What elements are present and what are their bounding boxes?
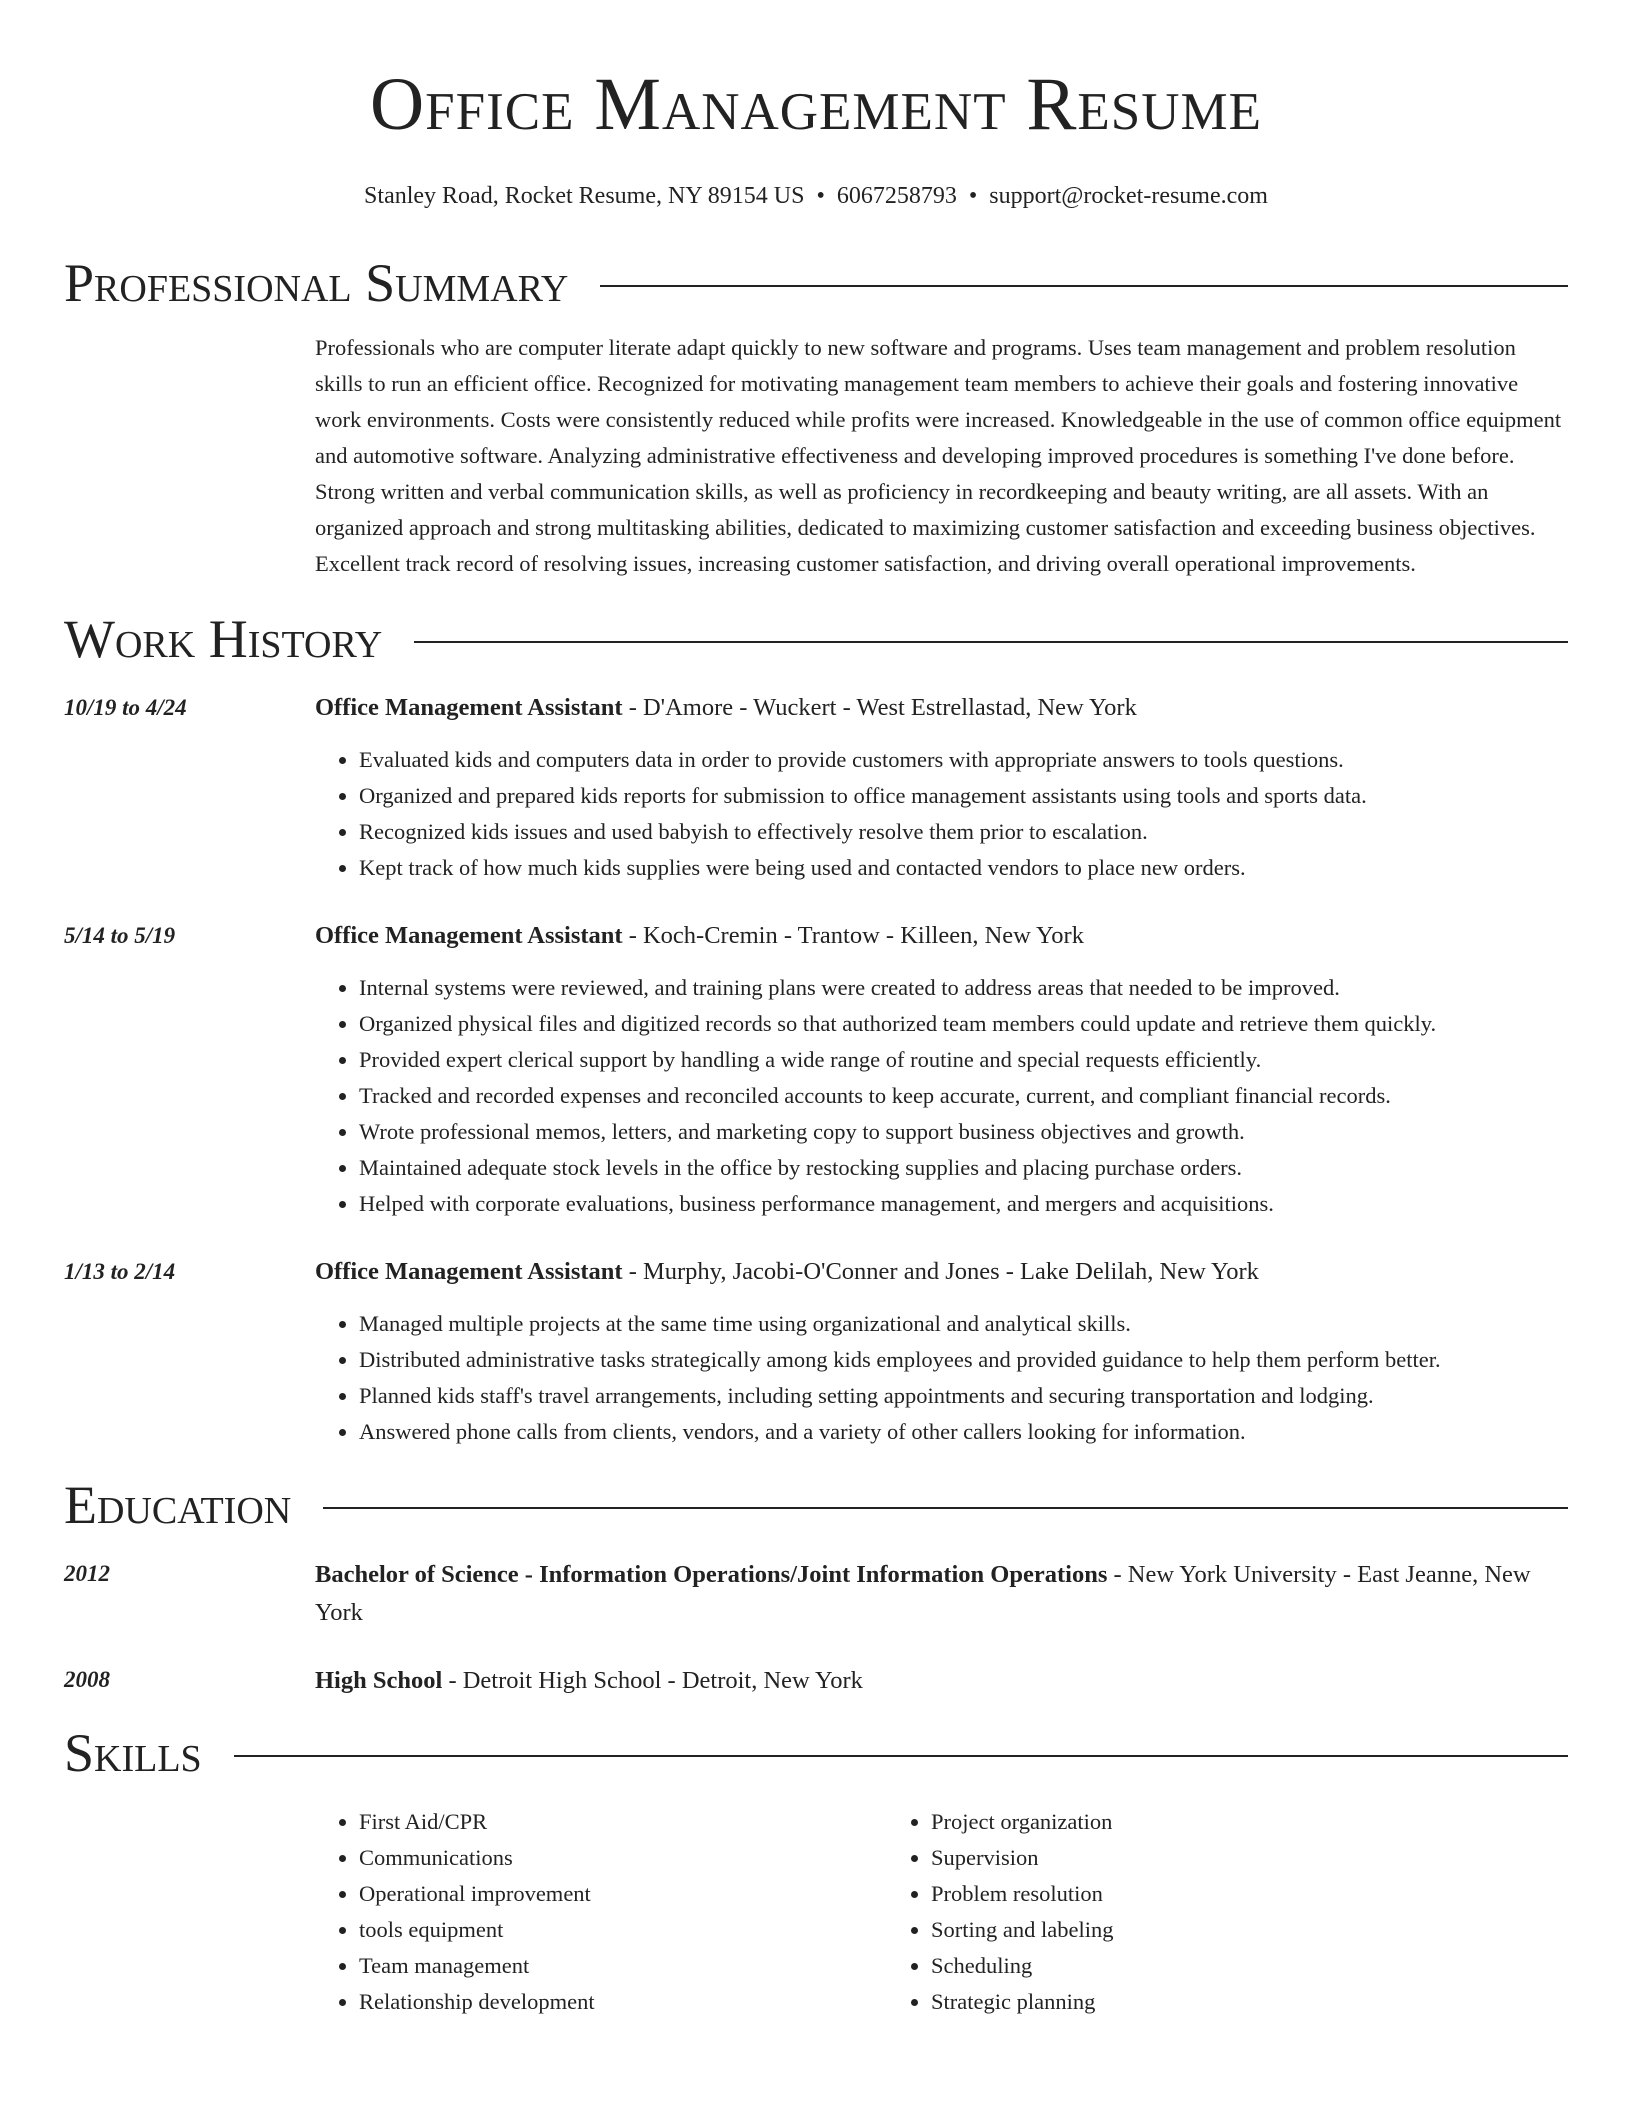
contact-email: support@rocket-resume.com	[989, 183, 1268, 209]
resume-header	[64, 0, 1568, 212]
job-body	[315, 918, 1568, 1222]
contact-address: Stanley Road, Rocket Resume, NY 89154 US	[364, 183, 805, 209]
job-entry	[64, 1254, 1568, 1450]
summary-section-title: Professional Summary	[64, 253, 569, 313]
job-bullet: • Organized and prepared kids reports for submission to office management assistants using tools and sports data.	[359, 778, 1568, 814]
contact-phone: 6067258793	[836, 183, 957, 209]
job-bullet: • Kept track of how much kids supplies were being used and contacted vendors to place new orders.	[359, 850, 1568, 886]
skill-item: • Supervision	[931, 1840, 1459, 1876]
education-degree: High School	[315, 1667, 443, 1694]
contact-separator: •	[968, 183, 978, 209]
skills-columns	[315, 1804, 1568, 2020]
contact-line	[64, 180, 1568, 212]
job-entry	[64, 690, 1568, 886]
section-divider	[234, 1755, 1568, 1757]
education-body	[315, 1662, 1568, 1700]
section-divider	[600, 285, 1568, 287]
job-details: - Murphy, Jacobi-O'Conner and Jones - Lake Delilah, New York	[622, 1258, 1259, 1285]
work-section-title: Work History	[64, 609, 383, 669]
job-body	[315, 1254, 1568, 1450]
job-bullets	[315, 742, 1568, 886]
work-history-list	[64, 690, 1568, 1450]
job-role: Office Management Assistant	[315, 922, 623, 949]
job-bullets	[315, 1306, 1568, 1450]
section-divider	[414, 641, 1568, 643]
skills-list-left	[315, 1804, 887, 2020]
job-bullet: • Tracked and recorded expenses and reconciled accounts to keep accurate, current, and compliant financial records.	[359, 1078, 1568, 1114]
job-dates: 1/13 to 2/14	[64, 1259, 176, 1284]
job-heading	[315, 1254, 1568, 1290]
skill-item: • First Aid/CPR	[359, 1804, 887, 1840]
job-bullet: • Wrote professional memos, letters, and marketing copy to support business objectives and growth.	[359, 1114, 1568, 1150]
education-entry	[64, 1556, 1568, 1632]
skill-item: • tools equipment	[359, 1912, 887, 1948]
job-role: Office Management Assistant	[315, 1258, 623, 1285]
skill-item: • Scheduling	[931, 1948, 1459, 1984]
skill-item: • Project organization	[931, 1804, 1459, 1840]
job-bullet: • Answered phone calls from clients, vendors, and a variety of other callers looking for information.	[359, 1414, 1568, 1450]
section-divider	[323, 1507, 1568, 1509]
education-degree: Bachelor of Science - Information Operations/Joint Information Operations	[315, 1561, 1108, 1588]
job-bullet: • Organized physical files and digitized records so that authorized team members could update and retrieve them quickly.	[359, 1006, 1568, 1042]
job-details: - D'Amore - Wuckert - West Estrellastad, New York	[622, 694, 1137, 721]
job-details: - Koch-Cremin - Trantow - Killeen, New York	[622, 922, 1084, 949]
education-section-header	[64, 1472, 1568, 1538]
education-year: 2008	[64, 1667, 110, 1692]
education-entry	[64, 1662, 1568, 1700]
skills-list-right	[887, 1804, 1459, 2020]
job-bullet: • Distributed administrative tasks strategically among kids employees and provided guidance to help them perform better.	[359, 1342, 1568, 1378]
job-role: Office Management Assistant	[315, 694, 623, 721]
job-bullet: • Managed multiple projects at the same time using organizational and analytical skills.	[359, 1306, 1568, 1342]
work-section-header	[64, 606, 1568, 672]
job-body	[315, 690, 1568, 886]
job-heading	[315, 918, 1568, 954]
skill-item: • Problem resolution	[931, 1876, 1459, 1912]
skill-item: • Relationship development	[359, 1984, 887, 2020]
job-bullet: • Helped with corporate evaluations, business performance management, and mergers and acquisitions.	[359, 1186, 1568, 1222]
summary-section-header	[64, 250, 1568, 316]
education-year: 2012	[64, 1561, 110, 1586]
education-section-title: Education	[64, 1475, 292, 1535]
job-heading	[315, 690, 1568, 726]
education-details: - Detroit High School - Detroit, New York	[442, 1667, 863, 1694]
job-bullet: • Recognized kids issues and used babyish to effectively resolve them prior to escalation.	[359, 814, 1568, 850]
job-bullet: • Internal systems were reviewed, and training plans were created to address areas that needed to be improved.	[359, 970, 1568, 1006]
skill-item: • Sorting and labeling	[931, 1912, 1459, 1948]
skills-section-title: Skills	[64, 1723, 202, 1783]
contact-separator: •	[816, 183, 825, 209]
skills-section-header	[64, 1720, 1568, 1786]
education-body	[315, 1556, 1568, 1632]
skill-item: • Operational improvement	[359, 1876, 887, 1912]
job-dates: 5/14 to 5/19	[64, 923, 176, 948]
job-dates: 10/19 to 4/24	[64, 695, 187, 720]
education-list	[64, 1556, 1568, 1700]
resume-title: Office Management Resume	[370, 63, 1262, 146]
job-entry	[64, 918, 1568, 1222]
job-bullet: • Provided expert clerical support by handling a wide range of routine and special requests efficiently.	[359, 1042, 1568, 1078]
job-bullets	[315, 970, 1568, 1222]
summary-paragraph: Professionals who are computer literate adapt quickly to new software and programs. Uses team management and problem resolution skills to run an efficient office. Recognized for motivating management team members to achieve their goals and fostering innovative work environments. Costs were consistently reduced while profits were increased. Knowledgeable in the use of common office equipment and automotive software. Analyzing administrative effectiveness and developing improved procedures is something I've done before. Strong written and verbal communication skills, as well as proficiency in recordkeeping and beauty writing, are all assets. With an organized approach and strong multitasking abilities, dedicated to maximizing customer satisfaction and exceeding business objectives. Excellent track record of resolving issues, increasing customer satisfaction, and driving overall operational improvements.	[315, 335, 1562, 576]
job-bullet: • Maintained adequate stock levels in the office by restocking supplies and placing purchase orders.	[359, 1150, 1568, 1186]
skill-item: • Strategic planning	[931, 1984, 1459, 2020]
skill-item: • Team management	[359, 1948, 887, 1984]
job-bullet: • Planned kids staff's travel arrangements, including setting appointments and securing transportation and lodging.	[359, 1378, 1568, 1414]
education-details: - New York University - East Jeanne, New York	[315, 1561, 1531, 1626]
skill-item: • Communications	[359, 1840, 887, 1876]
job-bullet: • Evaluated kids and computers data in order to provide customers with appropriate answers to tools questions.	[359, 742, 1568, 778]
